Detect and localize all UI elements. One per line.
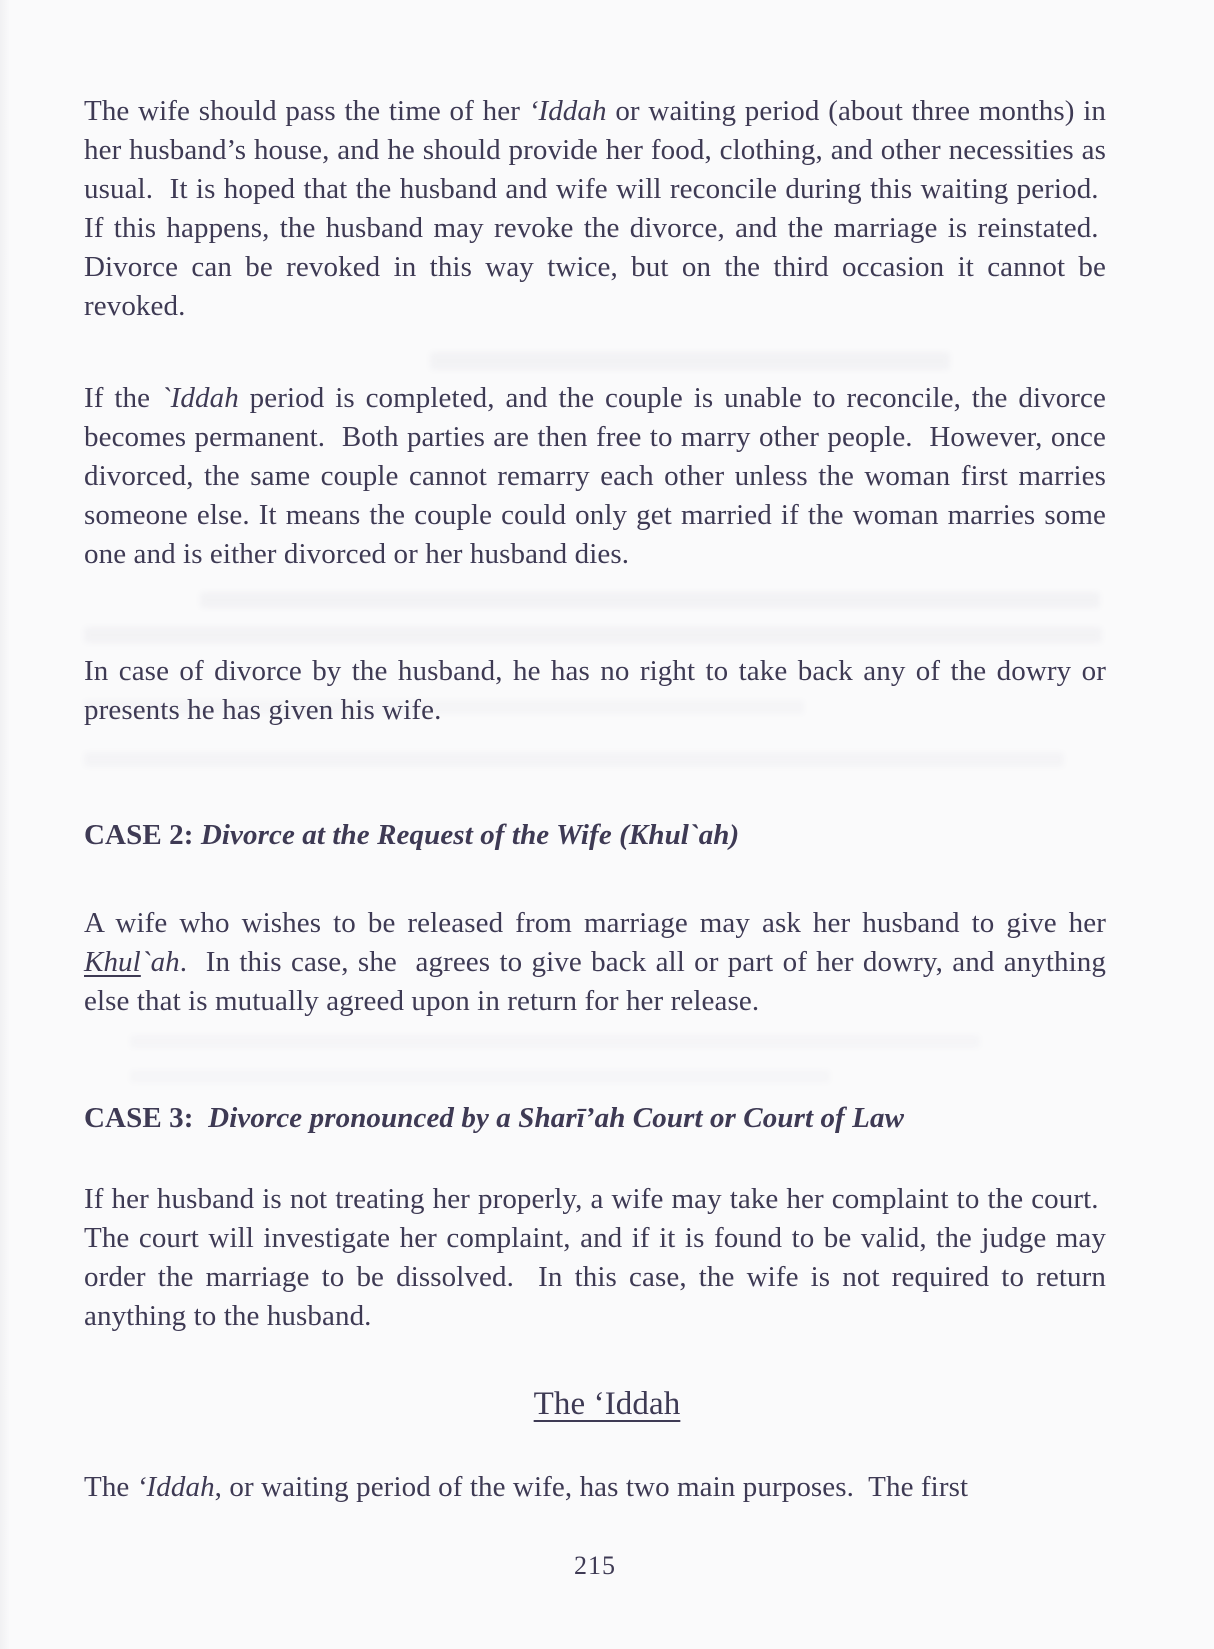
- text-segment: CASE 3:: [84, 1102, 209, 1134]
- text-segment: `Iddah: [160, 382, 239, 414]
- text-segment: The: [84, 1471, 137, 1503]
- text-segment: period is completed, and the couple is unable to reconcile, the divorce becomes permanent. Both parties are then free to marry other people. However, once divorced, the same couple cannot remarry each other unless the woman first marries someone else. It means the couple could only get married if the woman marries some one and is either divorced or her husband dies.: [84, 382, 1107, 570]
- bleed-through-smudge: [84, 627, 1102, 643]
- text-segment: , or waiting period of the wife, has two main purposes. The first: [214, 1471, 969, 1503]
- paragraph-divorce-dowry: [84, 652, 1106, 730]
- bleed-through-smudge: [130, 1070, 830, 1083]
- text-segment: If her husband is not treating her properly, a wife may take her complaint to the court. The court will investigate her complaint, and if it is found to be valid, the judge may order the marriage to be dissolved. In this case, the wife is not required to return anything to the husband.: [84, 1183, 1106, 1332]
- paragraph-iddah-completed: [84, 379, 1106, 574]
- paragraph-iddah-waiting-period: [84, 92, 1106, 326]
- page-number: 215: [574, 1551, 616, 1580]
- paragraph-court-divorce: [84, 1180, 1106, 1336]
- bleed-through-smudge: [200, 592, 1100, 608]
- text-segment: In case of divorce by the husband, he has no right to take back any of the dowry or presents he has given his wife.: [84, 655, 1106, 726]
- text-segment: Khul: [84, 946, 141, 978]
- text-segment: Divorce at the Request of the Wife (Khul`ah): [200, 819, 740, 851]
- text-segment: A wife who wishes to be released from marriage may ask her husband to give her: [84, 907, 1106, 939]
- text-segment: The wife should pass the time of her: [84, 95, 529, 127]
- text-segment: The ‘Iddah: [533, 1386, 681, 1422]
- text-segment: ‘Iddah: [136, 1471, 215, 1503]
- text-segment: . In this case, she agrees to give back all or part of her dowry, and anything else that is mutually agreed upon in return for her release.: [84, 946, 1106, 1017]
- bleed-through-smudge: [130, 1035, 980, 1048]
- heading-case-2: [84, 816, 1106, 855]
- bleed-through-smudge: [430, 352, 950, 370]
- text-segment: Divorce pronounced by a Sharī’ah Court or Court of Law: [208, 1102, 905, 1134]
- text-segment: If the: [84, 382, 161, 414]
- bleed-through-smudge: [84, 752, 1064, 767]
- text-segment: or waiting period (about three months) in her husband’s house, and he should provide her food, clothing, and other necessities as usual. It is hoped that the husband and wife will reconcile during this waiting period. If this happens, the husband may revoke the divorce, and the marriage is reinstated. Divorce can be revoked in this way twice, but on the third occasion it cannot be revoked.: [84, 95, 1106, 322]
- text-segment: `ah: [140, 946, 180, 978]
- text-segment: ‘Iddah: [528, 95, 607, 127]
- paragraph-khulah: [84, 904, 1106, 1021]
- paragraph-iddah-purposes: [84, 1468, 1124, 1507]
- heading-the-iddah: [0, 1383, 1214, 1425]
- text-segment: CASE 2:: [84, 819, 201, 851]
- heading-case-3: [84, 1099, 1106, 1138]
